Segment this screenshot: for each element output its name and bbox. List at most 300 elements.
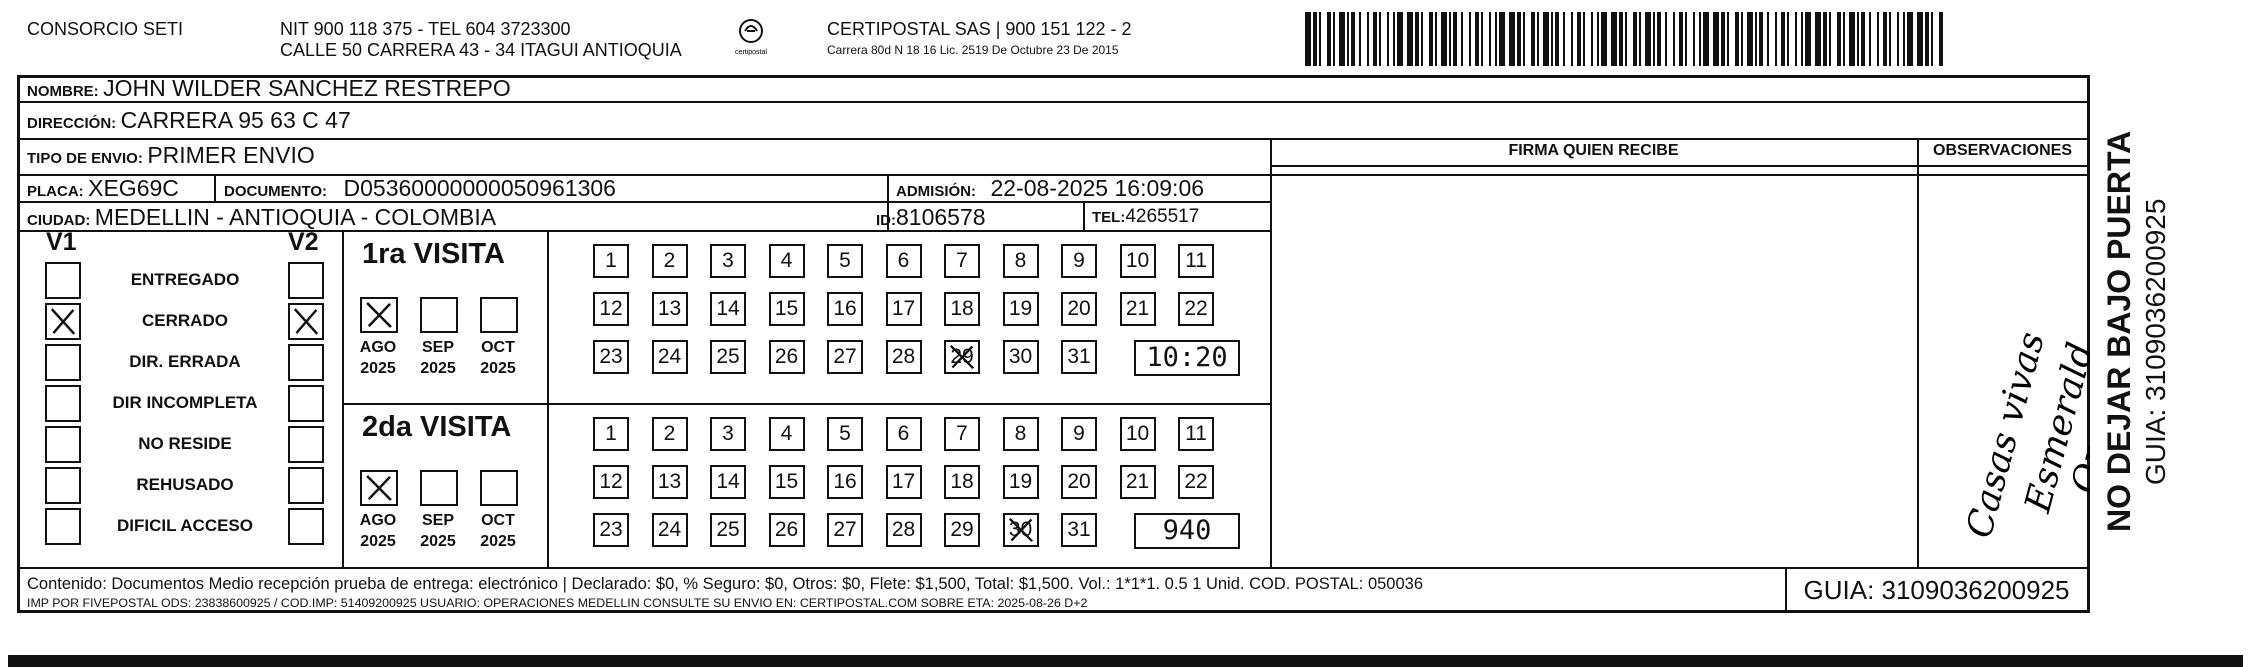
day-number: 9 (1073, 249, 1085, 272)
side-guia: GUIA: 3109036200925 (2140, 198, 2171, 485)
day-number: 30 (1008, 518, 1033, 541)
day-box[interactable] (652, 340, 688, 374)
barcode-bar (1665, 12, 1667, 66)
x-mark-icon (47, 305, 79, 338)
barcode-bar (1339, 12, 1345, 66)
v1-checkbox[interactable] (45, 508, 81, 545)
placa-label: PLACA: (27, 183, 84, 200)
barcode-bar (1597, 12, 1599, 66)
barcode-bar (1795, 12, 1797, 66)
day-box[interactable] (886, 417, 922, 451)
day-number: 24 (657, 345, 682, 368)
day-number: 9 (1073, 422, 1085, 445)
tel-value: 4265517 (1125, 206, 1200, 227)
visit-title: 1ra VISITA (362, 238, 505, 270)
day-box[interactable] (1003, 292, 1039, 326)
id-value: 8106578 (896, 204, 986, 230)
barcode-bar (1823, 12, 1827, 66)
barcode-bar (1523, 12, 1525, 66)
day-box[interactable] (593, 513, 629, 547)
day-number: 21 (1125, 297, 1150, 320)
v2-checkbox[interactable] (288, 508, 324, 545)
day-number: 26 (774, 518, 799, 541)
day-number: 16 (833, 470, 857, 493)
barcode-bar (1347, 12, 1349, 66)
barcode-bar (1897, 12, 1899, 66)
day-box[interactable] (1061, 465, 1097, 499)
v1-checkbox[interactable] (45, 467, 81, 504)
month-checkbox[interactable] (420, 470, 458, 506)
barcode-bar (1469, 12, 1471, 66)
barcode-bar (1713, 12, 1719, 66)
barcode-bar (1861, 12, 1865, 66)
v1-checkbox[interactable] (45, 303, 81, 340)
day-box[interactable] (886, 340, 922, 374)
day-box[interactable] (769, 465, 805, 499)
barcode-bar (1829, 12, 1831, 66)
day-number: 6 (897, 249, 910, 272)
day-box[interactable] (593, 244, 629, 278)
visit-time-box[interactable]: 10:20 (1134, 340, 1240, 376)
month-label: OCT (481, 512, 515, 529)
day-box[interactable] (652, 417, 688, 451)
barcode-bar (1415, 12, 1419, 66)
barcode-bar (1591, 12, 1593, 66)
barcode-bar (1475, 12, 1479, 66)
day-number: 28 (891, 518, 916, 541)
day-box[interactable] (944, 340, 980, 374)
year-label: 2025 (480, 533, 516, 550)
id-field (876, 203, 986, 235)
license-line: Carrera 80d N 18 16 Lic. 2519 De Octubre 23 De 2015 (827, 43, 1119, 57)
barcode-bar (1801, 12, 1803, 66)
day-number: 14 (716, 470, 740, 493)
day-box[interactable] (1003, 513, 1039, 547)
day-box[interactable] (827, 292, 863, 326)
day-number: 22 (1184, 297, 1208, 320)
month-checkbox[interactable] (420, 297, 458, 333)
v2-checkbox[interactable] (288, 426, 324, 463)
x-mark-icon (946, 342, 978, 372)
year-label: 2025 (360, 533, 396, 550)
barcode-bar (1407, 12, 1413, 66)
barcode-bar (1531, 12, 1535, 66)
barcode-bar (1583, 12, 1585, 66)
barcode-bar (1657, 12, 1661, 66)
barcode-bar (1387, 12, 1389, 66)
day-box[interactable] (1120, 465, 1156, 499)
barcode-bar (1563, 12, 1565, 66)
day-number: 7 (956, 249, 968, 272)
barcode-bar (1747, 12, 1753, 66)
year-label: 2025 (360, 360, 396, 377)
day-number: 31 (1067, 518, 1091, 541)
barcode-bar (1673, 12, 1675, 66)
day-number: 4 (780, 249, 793, 272)
barcode-bar (1611, 12, 1617, 66)
x-mark-icon (290, 305, 322, 338)
day-box[interactable] (886, 465, 922, 499)
day-number: 5 (839, 249, 851, 272)
day-number: 29 (950, 518, 974, 541)
barcode-bar (1327, 12, 1331, 66)
day-number: 26 (774, 345, 799, 368)
tipo-envio-value: PRIMER ENVIO (147, 142, 315, 168)
day-box[interactable] (652, 465, 688, 499)
barcode-bar (1499, 12, 1505, 66)
barcode-bar (1857, 12, 1859, 66)
day-box[interactable] (944, 465, 980, 499)
month-label: AGO (359, 339, 397, 356)
day-number: 2 (663, 249, 676, 272)
day-box[interactable] (1061, 340, 1097, 374)
barcode-bar (1509, 12, 1515, 66)
barcode-bar (1313, 12, 1317, 66)
nombre-field (27, 74, 511, 106)
barcode-bar (1775, 12, 1777, 66)
day-number: 10 (1125, 422, 1150, 445)
day-number: 11 (1185, 249, 1207, 272)
barcode-bar (1907, 12, 1913, 66)
day-number: 2 (663, 422, 676, 445)
barcode-bar (1305, 12, 1311, 66)
day-number: 20 (1067, 297, 1091, 320)
reason-label: ENTREGADO (130, 270, 240, 289)
barcode (1305, 12, 1947, 66)
day-box[interactable] (1061, 417, 1097, 451)
month-checkbox[interactable] (360, 470, 398, 506)
barcode-bar (1931, 12, 1933, 66)
visit-time-box[interactable]: 940 (1134, 513, 1240, 549)
day-number: 31 (1067, 345, 1091, 368)
day-box[interactable] (1120, 417, 1156, 451)
barcode-bar (1767, 12, 1769, 66)
tel-field (1092, 203, 1199, 232)
nombre-label: NOMBRE: (27, 83, 99, 100)
day-box[interactable] (1061, 244, 1097, 278)
barcode-graphic (1305, 12, 1947, 66)
x-mark-icon (1005, 515, 1037, 545)
reason-label: DIR. ERRADA (129, 352, 241, 371)
v2-checkbox[interactable] (288, 467, 324, 504)
id-label: ID: (876, 212, 896, 229)
direccion-value: CARRERA 95 63 C 47 (120, 107, 351, 133)
day-box[interactable] (827, 465, 863, 499)
barcode-bar (1889, 12, 1891, 66)
day-box[interactable] (710, 244, 746, 278)
v2-checkbox[interactable] (288, 385, 324, 422)
barcode-bar (1543, 12, 1549, 66)
day-number: 25 (716, 518, 740, 541)
day-box[interactable] (1003, 244, 1039, 278)
day-box[interactable] (769, 292, 805, 326)
barcode-bar (1495, 12, 1497, 66)
barcode-bar (1625, 12, 1627, 66)
barcode-bar (1429, 12, 1433, 66)
day-box[interactable] (593, 340, 629, 374)
year-label: 2025 (420, 533, 456, 550)
month-checkbox[interactable] (360, 297, 398, 333)
day-box[interactable] (1061, 513, 1097, 547)
imp-line: IMP POR FIVEPOSTAL ODS: 23838600925 / COD.IMP: 51409200925 USUARIO: OPERACIONES MEDELLIN CONSULTE SU ENVIO EN: CERTIPOSTAL.COM SOBRE ETA: 2025-08-26 D+2 (27, 596, 1088, 610)
day-number: 11 (1185, 422, 1207, 445)
barcode-bar (1703, 12, 1709, 66)
barcode-bar (1727, 12, 1729, 66)
day-box[interactable] (1003, 465, 1039, 499)
day-box[interactable] (769, 340, 805, 374)
day-number: 12 (599, 297, 623, 320)
bottom-edge-bar (8, 655, 2243, 667)
month-checkbox[interactable] (480, 470, 518, 506)
barcode-bar (1351, 12, 1355, 66)
month-label: SEP (421, 339, 454, 356)
documento-value: D05360000000050961306 (343, 175, 616, 201)
day-number: 3 (722, 249, 734, 272)
day-box[interactable] (769, 244, 805, 278)
reason-label: CERRADO (142, 311, 228, 330)
barcode-bar (1333, 12, 1335, 66)
footer-guia: GUIA: 3109036200925 (1803, 575, 2070, 605)
day-number: 3 (722, 422, 734, 445)
observaciones-header: OBSERVACIONES (1933, 142, 2072, 159)
day-number: 18 (950, 297, 974, 320)
day-box[interactable] (1003, 417, 1039, 451)
day-number: 8 (1014, 422, 1027, 445)
tipo-envio-label: TIPO DE ENVIO: (27, 150, 143, 167)
ciudad-value: MEDELLIN - ANTIOQUIA - COLOMBIA (94, 204, 497, 230)
documento-field (224, 174, 616, 206)
nit-line: NIT 900 118 375 - TEL 604 3723300 (280, 19, 571, 39)
day-box[interactable] (827, 340, 863, 374)
barcode-bar (1939, 12, 1943, 66)
barcode-bar (1555, 12, 1559, 66)
barcode-bar (1925, 12, 1929, 66)
day-number: 7 (956, 422, 968, 445)
day-number: 23 (599, 518, 623, 541)
admision-value: 22-08-2025 16:09:06 (990, 175, 1205, 201)
day-box[interactable] (944, 417, 980, 451)
day-box[interactable] (827, 244, 863, 278)
barcode-bar (1781, 12, 1785, 66)
day-box[interactable] (1120, 292, 1156, 326)
day-box[interactable] (827, 417, 863, 451)
day-number: 1 (605, 422, 617, 445)
barcode-bar (1571, 12, 1573, 66)
day-box[interactable] (769, 513, 805, 547)
barcode-bar (1449, 12, 1451, 66)
barcode-bar (1319, 12, 1321, 66)
day-number: 28 (891, 345, 916, 368)
day-box[interactable] (593, 292, 629, 326)
barcode-bar (1645, 12, 1651, 66)
day-box[interactable] (1178, 292, 1214, 326)
day-number: 15 (774, 297, 799, 320)
day-number: 13 (657, 470, 682, 493)
logo-text: certipostal (735, 49, 767, 56)
barcode-bar (1537, 12, 1539, 66)
admision-field (896, 174, 1204, 206)
reason-label: DIR INCOMPLETA (112, 393, 258, 412)
day-box[interactable] (710, 340, 746, 374)
barcode-bar (1481, 12, 1483, 66)
v1-checkbox[interactable] (45, 426, 81, 463)
day-number: 8 (1014, 249, 1027, 272)
visit-title: 2da VISITA (362, 411, 512, 443)
handwritten-observation (1920, 290, 2090, 560)
day-box[interactable] (944, 292, 980, 326)
year-label: 2025 (420, 360, 456, 377)
barcode-bar (1849, 12, 1855, 66)
day-number: 10 (1125, 249, 1150, 272)
day-number: 16 (833, 297, 857, 320)
barcode-bar (1699, 12, 1701, 66)
barcode-bar (1741, 12, 1743, 66)
barcode-bar (1421, 12, 1423, 66)
day-number: 6 (897, 422, 910, 445)
day-number: 4 (780, 422, 793, 445)
reason-label: NO RESIDE (138, 434, 232, 453)
day-number: 25 (716, 345, 740, 368)
year-label: 2025 (480, 360, 516, 377)
day-box[interactable] (886, 292, 922, 326)
day-number: 22 (1184, 470, 1208, 493)
documento-label: DOCUMENTO: (224, 183, 328, 200)
day-box[interactable] (652, 513, 688, 547)
company-address: CALLE 50 CARRERA 43 - 34 ITAGUI ANTIOQUIA (280, 40, 682, 60)
company-name: CONSORCIO SETI (27, 19, 184, 39)
v1-header: V1 (46, 228, 77, 256)
day-number: 21 (1125, 470, 1150, 493)
day-number: 27 (833, 518, 857, 541)
handwriting-graphic (1920, 290, 2090, 560)
day-box[interactable] (1061, 292, 1097, 326)
barcode-bar (1373, 12, 1377, 66)
ciudad-field (27, 203, 496, 235)
day-box[interactable] (886, 513, 922, 547)
day-number: 24 (657, 518, 682, 541)
day-box[interactable] (652, 292, 688, 326)
day-number: 19 (1008, 297, 1033, 320)
day-box[interactable] (944, 513, 980, 547)
day-box[interactable] (827, 513, 863, 547)
day-number: 15 (774, 470, 799, 493)
barcode-bar (1869, 12, 1871, 66)
direccion-label: DIRECCIÓN: (27, 115, 117, 132)
day-number: 14 (716, 297, 740, 320)
barcode-bar (1359, 12, 1361, 66)
month-label: OCT (481, 339, 515, 356)
barcode-bar (1397, 12, 1403, 66)
barcode-bar (1679, 12, 1683, 66)
barcode-bar (1453, 12, 1457, 66)
barcode-bar (1903, 12, 1905, 66)
placa-field (27, 174, 179, 206)
certipostal-logo-icon (733, 17, 769, 57)
day-box[interactable] (1178, 244, 1214, 278)
day-box[interactable] (769, 417, 805, 451)
v1-checkbox[interactable] (45, 344, 81, 381)
barcode-bar (1721, 12, 1725, 66)
day-box[interactable] (944, 244, 980, 278)
certipostal-line: CERTIPOSTAL SAS | 900 151 122 - 2 (827, 19, 1132, 39)
v1-checkbox[interactable] (45, 385, 81, 422)
v2-checkbox[interactable] (288, 344, 324, 381)
barcode-bar (1577, 12, 1581, 66)
tipo-envio-field (27, 141, 315, 173)
day-box[interactable] (710, 292, 746, 326)
barcode-bar (1441, 12, 1447, 66)
admision-label: ADMISIÓN: (896, 183, 976, 200)
barcode-bar (1917, 12, 1923, 66)
x-mark-icon (362, 472, 396, 504)
placa-value: XEG69C (88, 175, 179, 201)
barcode-bar (1639, 12, 1641, 66)
day-box[interactable] (886, 244, 922, 278)
barcode-bar (1787, 12, 1789, 66)
reason-label: REHUSADO (136, 475, 234, 494)
barcode-bar (1489, 12, 1491, 66)
side-warning: NO DEJAR BAJO PUERTA (2101, 130, 2137, 532)
month-checkbox[interactable] (480, 297, 518, 333)
day-box[interactable] (1120, 244, 1156, 278)
contenido-line: Contenido: Documentos Medio recepción prueba de entrega: electrónico | Declarado: $0, % Seguro: $0, Otros: $0, Flete: $1,500, Total: $1,500. Vol.: 1*1*1. 0.5 1 Unid. COD. POSTAL: 050036 (27, 575, 1424, 593)
barcode-bar (1517, 12, 1521, 66)
v2-checkbox[interactable] (288, 262, 324, 299)
barcode-bar (1759, 12, 1763, 66)
day-box[interactable] (593, 417, 629, 451)
barcode-bar (1461, 12, 1463, 66)
day-number: 30 (1008, 345, 1033, 368)
barcode-bar (1653, 12, 1655, 66)
barcode-bar (1805, 12, 1811, 66)
handwriting-line1: Casas vivas (1958, 327, 2054, 543)
barcode-bar (1693, 12, 1695, 66)
day-box[interactable] (593, 465, 629, 499)
reason-label: DIFICIL ACCESO (116, 516, 253, 535)
v2-header: V2 (288, 228, 319, 256)
v1-checkbox[interactable] (45, 262, 81, 299)
barcode-bar (1619, 12, 1623, 66)
day-number: 17 (891, 470, 916, 493)
day-box[interactable] (1178, 465, 1214, 499)
day-box[interactable] (710, 513, 746, 547)
barcode-bar (1877, 12, 1879, 66)
day-number: 29 (950, 345, 974, 368)
barcode-bar (1379, 12, 1381, 66)
day-number: 17 (891, 297, 916, 320)
barcode-bar (1883, 12, 1887, 66)
barcode-bar (1815, 12, 1821, 66)
tel-label: TEL: (1092, 209, 1126, 226)
day-box[interactable] (710, 417, 746, 451)
v2-checkbox[interactable] (288, 303, 324, 340)
day-number: 19 (1008, 470, 1033, 493)
day-number: 27 (833, 345, 857, 368)
x-mark-icon (362, 299, 396, 331)
barcode-bar (1843, 12, 1845, 66)
day-box[interactable] (652, 244, 688, 278)
barcode-bar (1435, 12, 1437, 66)
day-box[interactable] (710, 465, 746, 499)
day-box[interactable] (1003, 340, 1039, 374)
day-number: 13 (657, 297, 682, 320)
month-label: AGO (359, 512, 397, 529)
barcode-bar (1685, 12, 1687, 66)
ciudad-label: CIUDAD: (27, 212, 91, 229)
day-box[interactable] (1178, 417, 1214, 451)
barcode-bar (1367, 12, 1369, 66)
day-number: 23 (599, 345, 623, 368)
